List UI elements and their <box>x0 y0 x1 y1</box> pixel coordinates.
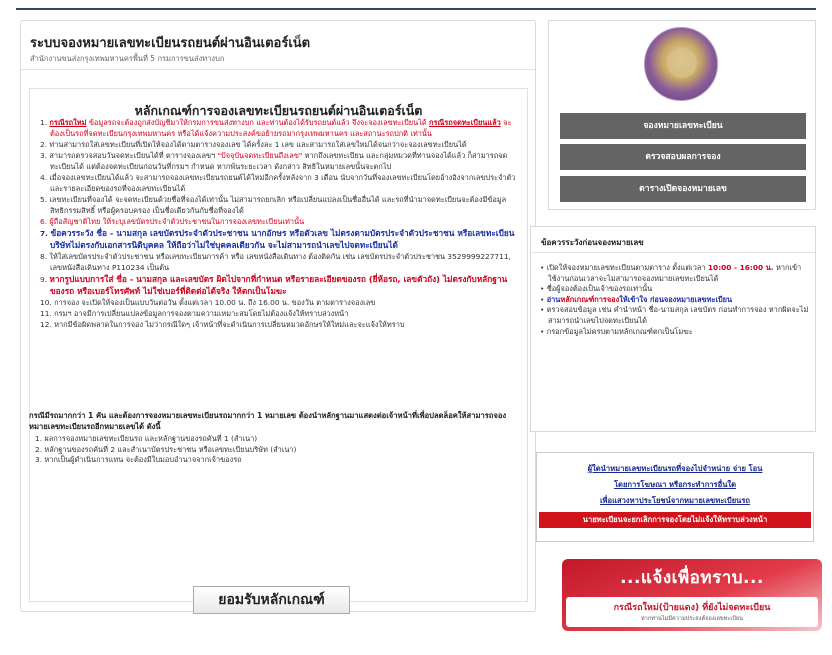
rule-item <box>38 139 518 150</box>
rule-number: 10. <box>40 298 55 307</box>
rules-panel <box>20 20 536 612</box>
conditions-list <box>29 434 509 466</box>
rule-text: ผู้ถือสัญชาติไทย ให้ระบุเลขบัตรประจำตัวประชาชนในการจองเลขทะเบียนเท่านั้น <box>49 217 305 226</box>
notice-line-3: เพื่อแสวงหาประโยชน์จากหมายเลขทะเบียนรถ <box>599 496 751 505</box>
rule-text: หากถึงเลขทะเบียน และกลุ่มหมวดที่ท่านจองได้แล้ว ก็สามารถจดทะเบียนได้ แต่ต้องจดทะเบียนก่อนวันที่กรมฯ กำหนด หากพ้นระยะเวลา ดังกล่าว สิทธิในหมายเลขนั้นจะตกไป <box>50 151 508 171</box>
rule-item <box>38 297 518 308</box>
rule-text: "ปัจจุบันจดทะเบียนถึงเลข" <box>217 151 303 160</box>
rule-item <box>38 227 518 251</box>
bullet-icon: • <box>540 284 547 294</box>
warning-text: ตรวจสอบข้อมูล เช่น คำนำหน้า ชื่อ-นามสกุล เลขบัตร ก่อนทำการจอง หากผิดจะไม่สามารถนำเลขไปจดทะเบียนได้ <box>546 305 809 325</box>
rule-text: สามารถตรวจสอบวันจดทะเบียนได้ที่ ตารางจองเลขฯ <box>49 151 218 160</box>
rule-item <box>38 251 518 273</box>
schedule-table-button[interactable]: ตารางเปิดจองหมายเลข <box>560 176 806 202</box>
condition-item: 1. ผลการจองหมายเลขทะเบียนรถ และหลักฐานของรถคันที่ 1 (สำเนา) <box>35 434 258 443</box>
rules-box <box>29 88 528 602</box>
warning-item <box>539 327 809 338</box>
warnings-title: ข้อควรระวังก่อนจองหมายเลข <box>541 238 644 247</box>
bullet-icon: • <box>540 294 547 304</box>
conditions-section <box>29 410 509 466</box>
notice-banner[interactable] <box>536 452 814 542</box>
rule-item <box>38 150 518 172</box>
rule-text: ข้อควรระวัง ชื่อ - นามสกุล เลขบัตรประจำตัวประชาชน นากอักษร หรือตัวเลข ไม่ตรงตามบัตรประจำตัวประชาชน หรือเลขทะเบียนบริษัทไม่ตรงกับเอกสารนิติบุคคล ให้ถือว่าไม่ใช่บุคคลเดียวกัน จะไม่สามารถนำเลขไปจดทะเบียนได้ <box>50 228 515 250</box>
warning-text: ให้เข้าใจ ก่อนจองหมายเลขทะเบียน <box>619 294 733 304</box>
top-divider <box>16 8 816 10</box>
info-banner-strip <box>566 597 818 627</box>
rule-item <box>38 117 518 139</box>
warning-text: กรอกข้อมูลไม่ครบตามหลักเกณฑ์ตกเป็นโมฆะ <box>546 326 693 336</box>
conditions-heading: กรณีมีรถมากกว่า 1 คัน และต้องการจองหมายเลขทะเบียนรถมากกว่า 1 หมายเลข ต้องนำหลักฐานมาแสดงต่อเจ้าหน้าที่เพื่อปลดล็อคให้สามารถจองหมายเลขทะเบียนรถอีกหมายเลขได้ ดังนี้ <box>29 411 507 431</box>
condition-item: 3. หากเป็นผู้ดำเนินการแทน จะต้องมีใบมอบอำนาจจากเจ้าของรถ <box>35 455 242 464</box>
rule-item <box>38 308 518 319</box>
rule-text: กรณีรถใหม่ <box>49 118 87 127</box>
rule-text: กรณีรถจดทะเบียนแล้ว <box>429 118 501 127</box>
rule-text: กรมฯ อาจมีการเปลี่ยนแปลงข้อมูลการจองตามความเหมาะสมโดยไม่ต้องแจ้งให้ทราบล่วงหน้า <box>54 309 349 318</box>
rule-text: การจอง จะเปิดให้จองเป็นแบบวันต่อวัน ตั้งแต่เวลา 10.00 น. ถึง 16.00 น. ของวัน ตามตารางจองเลข <box>54 298 376 307</box>
rule-number: 11. <box>40 309 55 318</box>
rule-number: 8. <box>40 252 50 261</box>
rule-number: 5. <box>40 195 50 204</box>
rule-number: 7. <box>40 229 51 238</box>
rule-item <box>38 273 518 297</box>
rule-text: หากรูปแบบการใส่ ชื่อ - นามสกุล และเลขบัตร ผิดไปจากที่กำหนด หรือรายละเอียดของรถ (ยี่ห้อรถ, เลขตัวถัง) ไม่ตรงกับหลักฐานของรถ หรือเบอร์โทรศัพท์ ไม่ใช่เบอร์ที่ติดต่อได้จริง ให้ตกเป็นโมฆะ <box>49 274 508 296</box>
page-subtitle: สำนักงานขนส่งกรุงเทพมหานครพื้นที่ 5 กรมการขนส่งทางบก <box>30 54 225 63</box>
warnings-divider <box>531 252 815 253</box>
rule-text: หากมีข้อผิดพลาดในการจอง ไม่ว่ากรณีใดๆ เจ้าหน้าที่จะดำเนินการเปลี่ยนหมวดอักษรให้ใหม่และจะแจ้งให้ทราบ <box>54 320 405 329</box>
rule-number: 9. <box>40 275 50 284</box>
rule-text: จะต้องเป็นรถที่จดทะเบียนกรุงเทพมหานคร หรือได้แจ้งความประสงค์ขอย้ายรถมากรุงเทพมหานคร และสถานะรถปกติ เท่านั้น <box>50 118 512 138</box>
info-banner[interactable] <box>562 559 822 631</box>
info-banner-line-1: กรณีรถใหม่(ป้ายแดง) ที่ยังไม่จดทะเบียน <box>613 603 771 613</box>
rule-number: 6. <box>40 217 50 226</box>
rule-item <box>38 194 518 216</box>
bullet-icon: • <box>540 326 547 336</box>
rule-number: 1. <box>40 118 50 127</box>
warning-text: หากเข้าใช้งานก่อนเวลาจะไม่สามารถจองหมายเลขทะเบียนได้ <box>548 263 802 283</box>
department-seal-logo <box>644 27 718 101</box>
header-divider <box>21 69 535 70</box>
accept-rules-button[interactable]: ยอมรับหลักเกณฑ์ <box>193 586 350 614</box>
rule-text: เลขทะเบียนที่จองได้ จะจดทะเบียนด้วยชื่อที่จองได้เท่านั้น ไม่สามารถยกเลิก หรือเปลี่ยนแปลงเป็นชื่ออื่นได้ และรถที่นำมาจดทะเบียนจะต้องมีข้อมูลสิทธิกรรมสิทธิ์ หรือผู้ครอบครอง เป็นชื่อเดียวกันกับชื่อที่จองได้ <box>49 195 507 215</box>
notice-line-1: ผู้ใดนำหมายเลขทะเบียนรถที่จองไปจำหน่าย จ่าย โอน <box>587 464 763 473</box>
warning-item <box>539 295 809 306</box>
rules-list <box>38 117 518 330</box>
info-banner-heading: ...แจ้งเพื่อทราบ... <box>620 568 764 588</box>
info-banner-line-2: หากท่านไม่มีความประสงค์จองเลขทะเบียน <box>640 616 743 622</box>
warning-item <box>539 284 809 295</box>
notice-red-strip: นายทะเบียนจะยกเลิกการจองโดยไม่แจ้งให้ทราบล่วงหน้า <box>539 512 811 528</box>
warning-text: 10:00 - 16:00 น. <box>707 263 774 272</box>
bullet-icon: • <box>540 305 547 315</box>
rule-item <box>38 319 518 330</box>
rule-text: ให้ใส่เลขบัตรประจำตัวประชาชน หรือเลขทะเบียนการค้า หรือ เลขหนังสือเดินทาง ต้องติดกัน เช่น เลขบัตรประจำตัวประชาชน 3529999227711, เลขหนังสือเดินทาง P110234 เป็นต้น <box>49 252 511 272</box>
rule-item <box>38 216 518 227</box>
rules-title: หลักเกณฑ์การจองเลขทะเบียนรถยนต์ผ่านอินเตอร์เน็ต <box>134 103 423 118</box>
warning-text: หลักเกณฑ์การจอง <box>560 294 620 304</box>
warning-item <box>539 305 809 326</box>
rule-text: ข้อมูลรถจะต้องถูกส่งบัญชีมาให้กรมการขนส่งทางบก และท่านต้องได้รับรถยนต์แล้ว จึงจะจองเลขทะเบียนได้ <box>86 118 430 127</box>
warnings-list <box>539 263 809 337</box>
reserve-number-button[interactable]: จองหมายเลขทะเบียน <box>560 113 806 139</box>
warnings-panel <box>530 226 816 432</box>
notice-line-2: โดยการโฆษณา หรือกระทำการอื่นใด <box>613 480 737 489</box>
rule-number: 4. <box>40 173 50 182</box>
warning-text: อ่าน <box>546 294 561 304</box>
rule-number: 3. <box>40 151 50 160</box>
page-title: ระบบจองหมายเลขทะเบียนรถยนต์ผ่านอินเตอร์เน็ต <box>30 36 311 51</box>
bullet-icon: • <box>540 263 547 272</box>
rule-number: 2. <box>40 140 50 149</box>
condition-item: 2. หลักฐานของรถคันที่ 2 และสำเนาบัตรประชาชน หรือเลขทะเบียนบริษัท (สำเนา) <box>35 444 297 454</box>
warning-text: ชื่อผู้จองต้องเป็นเจ้าของรถเท่านั้น <box>546 284 653 294</box>
rule-number: 12. <box>40 320 55 329</box>
warning-text: เปิดให้จองหมายเลขทะเบียนตามตาราง ตั้งแต่เวลา <box>546 263 708 272</box>
rule-item <box>38 172 518 194</box>
rule-text: เมื่อจองเลขทะเบียนได้แล้ว จะสามารถจองเลขทะเบียนรถยนต์ได้ใหม่อีกครั้งหลังจาก 3 เดือน นับจากวันที่จองเลขทะเบียนโดยอ้างอิงจากเลขประจำตัว และรายละเอียดของรถที่จองเลขทะเบียนได้ <box>49 173 516 193</box>
check-result-button[interactable]: ตรวจสอบผลการจอง <box>560 144 806 170</box>
warning-item <box>539 263 809 284</box>
rule-text: ท่านสามารถใส่เลขทะเบียนที่เปิดให้จองได้ตามตารางจองเลข ได้ครั้งละ 1 เลข และสามารถใส่เลขใหม่ได้จนกว่าจะจองเลขทะเบียนได้ <box>49 140 467 149</box>
side-nav-panel <box>548 20 816 210</box>
